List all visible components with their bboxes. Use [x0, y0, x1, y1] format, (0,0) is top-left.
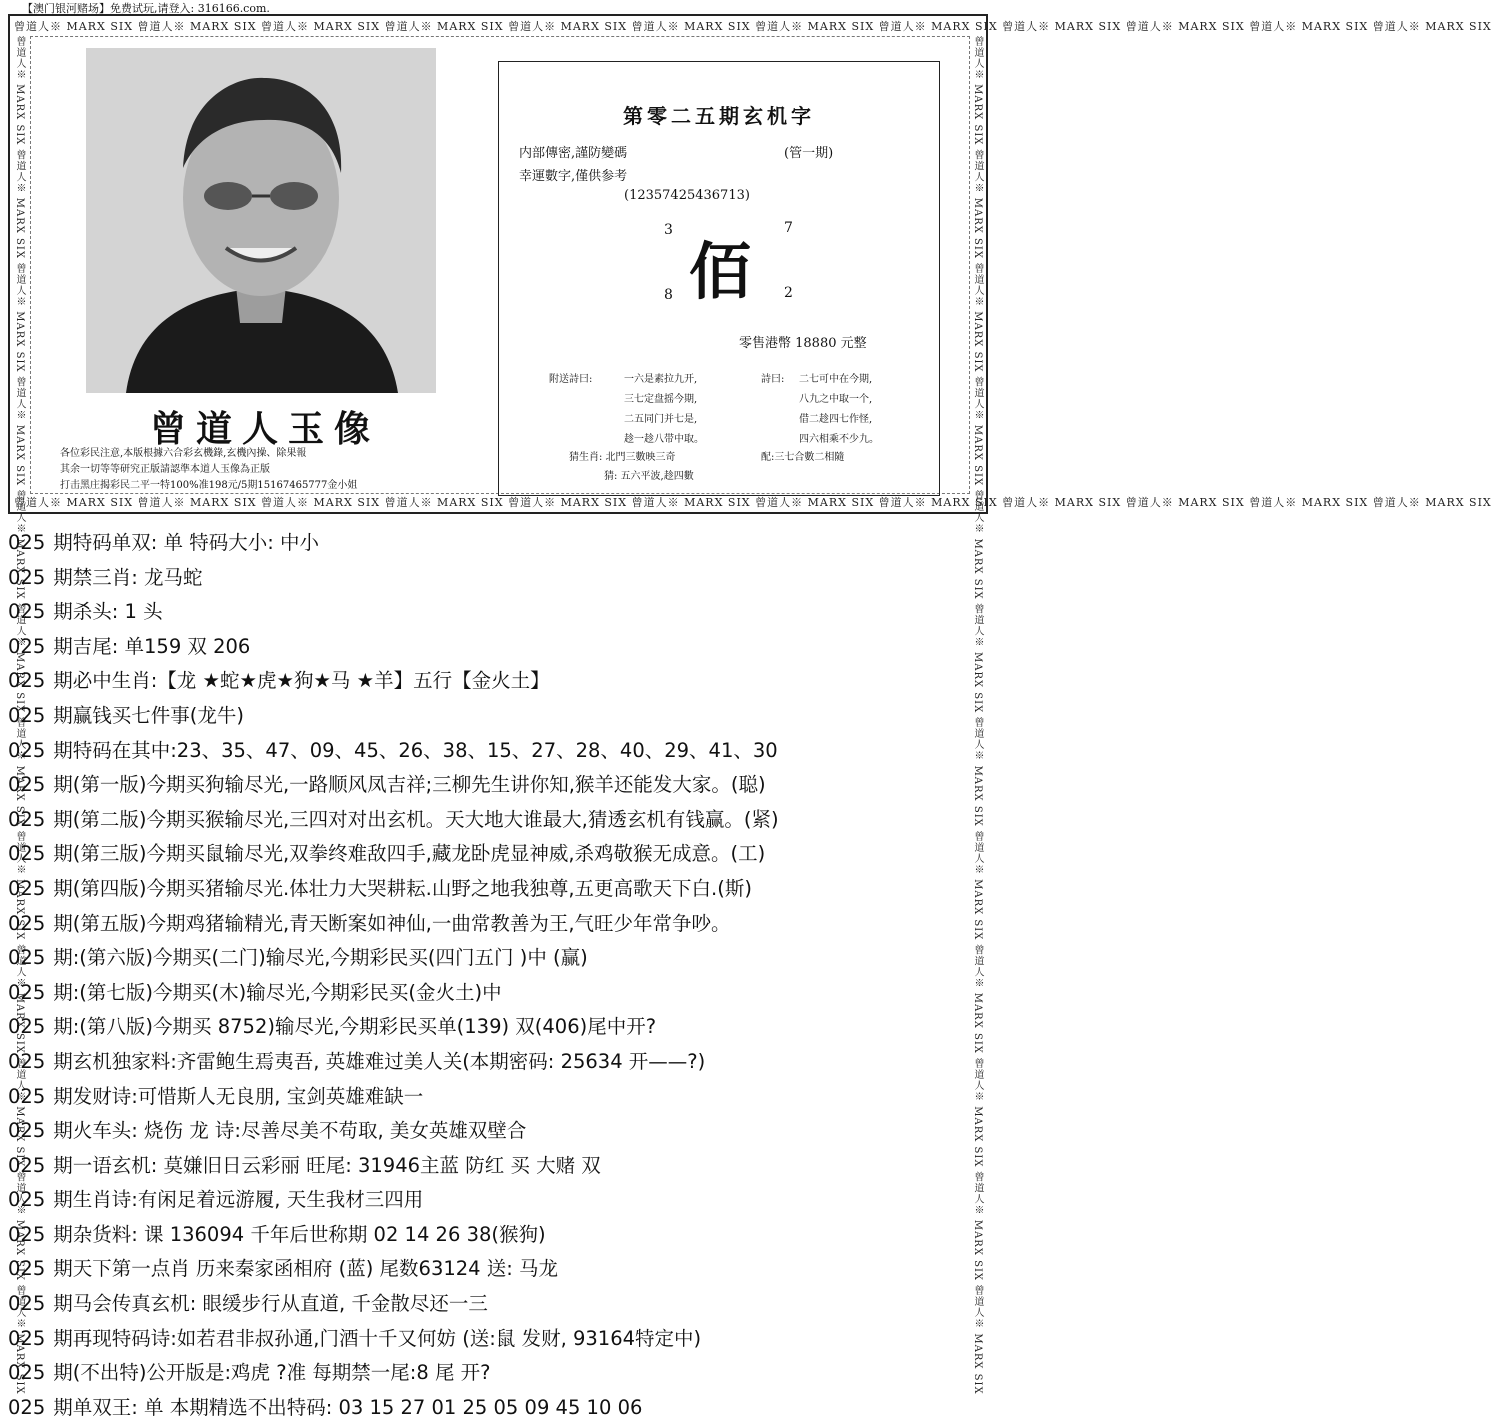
prediction-text: 期:(第八版)今期买 8752)输尽光,今期彩民买单(139) 双(406)尾中开? [53, 1015, 657, 1039]
prediction-text: 期(第二版)今期买猴输尽光,三四对对出玄机。天大地大谁最大,猜透玄机有钱赢。(紧) [53, 807, 779, 831]
poem-line: 四六相乘不少九。 [799, 434, 879, 445]
prediction-line [8, 1114, 993, 1149]
header-line: 【澳门银河赌场】免费试玩,请登入: 316166.com. [22, 2, 270, 15]
prediction-line [8, 630, 993, 665]
prediction-text: 期(第四版)今期买猪输尽光.体壮力大哭耕耘.山野之地我独尊,五更高歌天下白.(斯) [53, 876, 752, 900]
prediction-text: 期一语玄机: 莫嫌旧日云彩丽 旺尾: 31946主蓝 防红 买 大赌 双 [53, 1153, 601, 1177]
prediction-text: 期赢钱买七件事(龙牛) [53, 703, 244, 727]
prediction-text: 期禁三肖: 龙马蛇 [53, 565, 203, 589]
disclaimer-line: 各位彩民注意,本版根據六合彩玄機錄,玄機內操、除果報 [60, 448, 307, 459]
portrait-illustration [86, 48, 436, 393]
poem-line: 二五同门并七是, [624, 414, 698, 425]
issue-number: 025 [8, 531, 46, 554]
issue-number: 025 [8, 1395, 46, 1419]
panel-price: 零售港幣 18880 元整 [739, 336, 867, 351]
prediction-text: 期(第三版)今期买鼠输尽光,双拳终难敌四手,藏龙卧虎显神威,杀鸡敬猴无成意。(工) [53, 842, 766, 866]
prediction-text: 期:(第七版)今期买(木)输尽光,今期彩民买(金火土)中 [53, 980, 502, 1004]
prediction-line [8, 941, 993, 976]
prediction-line [8, 1218, 993, 1253]
poem-line: 三七定盘摇今期, [624, 394, 698, 405]
prediction-text: 期再现特码诗:如若君非叔孙通,门酒十千又何妨 (送:鼠 发财, 93164特定中) [53, 1326, 702, 1350]
prediction-text: 期特码在其中:23、35、47、09、45、26、38、15、27、28、40、29、41、30 [53, 738, 778, 762]
ticker-left: 曾道人※ MARX SIX 曾道人※ MARX SIX 曾道人※ MARX SIX 曾道人※ MARX SIX 曾道人※ MARX SIX 曾道人※ MARX SIX 曾道人※ MARX SIX 曾道人※ MARX SIX 曾道人※ MARX SIX 曾道人※ MARX SIX 曾道人※ MARX SIX 曾道人※ MARX SIX [14, 36, 25, 1395]
poem-line: 一六是素拉九开, [624, 374, 698, 385]
issue-number: 025 [8, 946, 46, 970]
prediction-line [8, 768, 993, 803]
issue-number: 025 [8, 1049, 46, 1073]
prediction-list [8, 526, 993, 1425]
poem-left [624, 370, 704, 450]
panel-num-bl: 8 [664, 287, 673, 303]
disclaimer-line: 打击黑庄揭彩民二平一特100%准198元/5期15167465777金小姐 [60, 480, 358, 491]
poem-right-label: 詩曰: [761, 374, 785, 385]
issue-number: 025 [8, 1084, 46, 1108]
prediction-text: 期玄机独家料:齐雷鲍生焉夷吾, 英雄难过美人关(本期密码: 25634 开——?) [53, 1049, 706, 1073]
panel-line2: 幸運數字,僅供参考 [519, 169, 628, 184]
issue-number: 025 [8, 911, 46, 935]
prediction-line [8, 803, 993, 838]
prediction-line [8, 1391, 993, 1425]
prediction-line [8, 664, 993, 699]
prediction-text: 期必中生肖:【龙 ★蛇★虎★狗★马 ★羊】五行【金火土】 [53, 669, 550, 693]
prediction-line [8, 872, 993, 907]
issue-number: 025 [8, 1326, 46, 1350]
issue-number: 025 [8, 1119, 46, 1143]
guess-animal: 猜生肖: 北門三數映三奇 [569, 452, 676, 463]
prediction-line [8, 1183, 993, 1218]
issue-number: 025 [8, 1153, 46, 1177]
prediction-line [8, 1287, 993, 1322]
issue-number: 025 [8, 634, 46, 658]
prediction-text: 期杀头: 1 头 [53, 600, 163, 624]
prediction-text: 期马会传真玄机: 眼缓步行从直道, 千金散尽还一三 [53, 1292, 488, 1316]
prediction-text: 期吉尾: 单159 双 206 [53, 634, 251, 658]
prediction-line [8, 1322, 993, 1357]
ticker-right: 曾道人※ MARX SIX 曾道人※ MARX SIX 曾道人※ MARX SIX 曾道人※ MARX SIX 曾道人※ MARX SIX 曾道人※ MARX SIX 曾道人※ MARX SIX 曾道人※ MARX SIX 曾道人※ MARX SIX 曾道人※ MARX SIX 曾道人※ MARX SIX 曾道人※ MARX SIX [972, 36, 983, 1395]
prediction-text: 期特码单双: 单 特码大小: 中小 [53, 531, 319, 554]
issue-number: 025 [8, 807, 46, 831]
prediction-line [8, 1080, 993, 1115]
issue-number: 025 [8, 703, 46, 727]
prediction-line [8, 699, 993, 734]
prediction-line [8, 837, 993, 872]
panel-line1-left: 内部傳密,謹防變碼 [519, 146, 628, 161]
issue-number: 025 [8, 876, 46, 900]
portrait-title: 曾道人玉像 [149, 408, 380, 450]
prediction-line [8, 561, 993, 596]
prediction-line [8, 907, 993, 942]
panel-line3: (12357425436713) [624, 188, 750, 203]
panel-title: 第零二五期玄机字 [623, 104, 815, 128]
prediction-line [8, 1045, 993, 1080]
guess-match: 配:三七合數二相隨 [761, 452, 845, 463]
poem-right [799, 370, 879, 450]
mystery-panel [498, 61, 940, 496]
prediction-line [8, 595, 993, 630]
prediction-line [8, 1252, 993, 1287]
poem-line: 二七可中在今期, [799, 374, 873, 385]
ticker-bottom: 曾道人※ MARX SIX 曾道人※ MARX SIX 曾道人※ MARX SIX 曾道人※ MARX SIX 曾道人※ MARX SIX 曾道人※ MARX SIX 曾道人※ MARX SIX 曾道人※ MARX SIX 曾道人※ MARX SIX 曾道人※ MARX SIX 曾道人※ MARX SIX 曾道人※ MARX SIX [14, 496, 1492, 509]
panel-num-br: 2 [784, 285, 793, 301]
prediction-line [8, 1149, 993, 1184]
prediction-line [8, 1356, 993, 1391]
prediction-text: 期发财诗:可惜斯人无良朋, 宝剑英雄难缺一 [53, 1084, 424, 1108]
issue-number: 025 [8, 669, 46, 693]
issue-number: 025 [8, 980, 46, 1004]
prediction-text: 期杂货料: 课 136094 千年后世称期 02 14 26 38(猴狗) [53, 1222, 546, 1246]
panel-num-tl: 3 [664, 222, 673, 238]
ticker-top: 曾道人※ MARX SIX 曾道人※ MARX SIX 曾道人※ MARX SIX 曾道人※ MARX SIX 曾道人※ MARX SIX 曾道人※ MARX SIX 曾道人※ MARX SIX 曾道人※ MARX SIX 曾道人※ MARX SIX 曾道人※ MARX SIX 曾道人※ MARX SIX 曾道人※ MARX SIX [14, 20, 1492, 33]
disclaimer [60, 446, 490, 494]
prediction-line [8, 1010, 993, 1045]
portrait-photo [86, 48, 436, 393]
issue-number: 025 [8, 1257, 46, 1281]
prediction-text: 期(第一版)今期买狗输尽光,一路顺风凤吉祥;三柳先生讲你知,猴羊还能发大家。(聪) [53, 773, 766, 797]
panel-big-char: 佰 [689, 235, 752, 308]
prediction-line [8, 526, 993, 561]
prediction-text: 期火车头: 烧伤 龙 诗:尽善尽美不苟取, 美女英雄双壁合 [53, 1119, 527, 1143]
issue-number: 025 [8, 738, 46, 762]
issue-number: 025 [8, 1361, 46, 1385]
prediction-text: 期天下第一点肖 历来秦家函相府 (蓝) 尾数63124 送: 马龙 [53, 1257, 559, 1281]
issue-number: 025 [8, 1292, 46, 1316]
poem-line: 借二趁四七作怪, [799, 414, 873, 425]
guess-wave: 猜: 五六平波,趁四數 [604, 471, 694, 482]
prediction-text: 期生肖诗:有闲足着远游履, 天生我材三四用 [53, 1188, 424, 1212]
issue-number: 025 [8, 565, 46, 589]
issue-number: 025 [8, 842, 46, 866]
poem-left-label: 附送詩曰: [549, 374, 593, 385]
poem-line: 八九之中取一个, [799, 394, 873, 405]
issue-number: 025 [8, 600, 46, 624]
prediction-text: 期(不出特)公开版是:鸡虎 ?准 每期禁一尾:8 尾 开? [53, 1361, 491, 1385]
prediction-text: 期单双王: 单 本期精选不出特码: 03 15 27 01 25 05 09 45 10 06 [53, 1395, 643, 1419]
prediction-line [8, 734, 993, 769]
prediction-text: 期:(第六版)今期买(二门)输尽光,今期彩民买(四门五门 )中 (赢) [53, 946, 588, 970]
issue-number: 025 [8, 1188, 46, 1212]
panel-num-tr: 7 [784, 220, 793, 236]
issue-number: 025 [8, 1222, 46, 1246]
issue-number: 025 [8, 1015, 46, 1039]
issue-number: 025 [8, 773, 46, 797]
panel-line1-right: (管一期) [784, 146, 834, 161]
prediction-line [8, 976, 993, 1011]
disclaimer-line: 其余一切等等研究正版請認準本道人玉像為正版 [60, 464, 270, 475]
poem-line: 趁一趁八带中取。 [624, 434, 704, 445]
prediction-text: 期(第五版)今期鸡猪输精光,青天断案如神仙,一曲常教善为王,气旺少年常争吵。 [53, 911, 731, 935]
